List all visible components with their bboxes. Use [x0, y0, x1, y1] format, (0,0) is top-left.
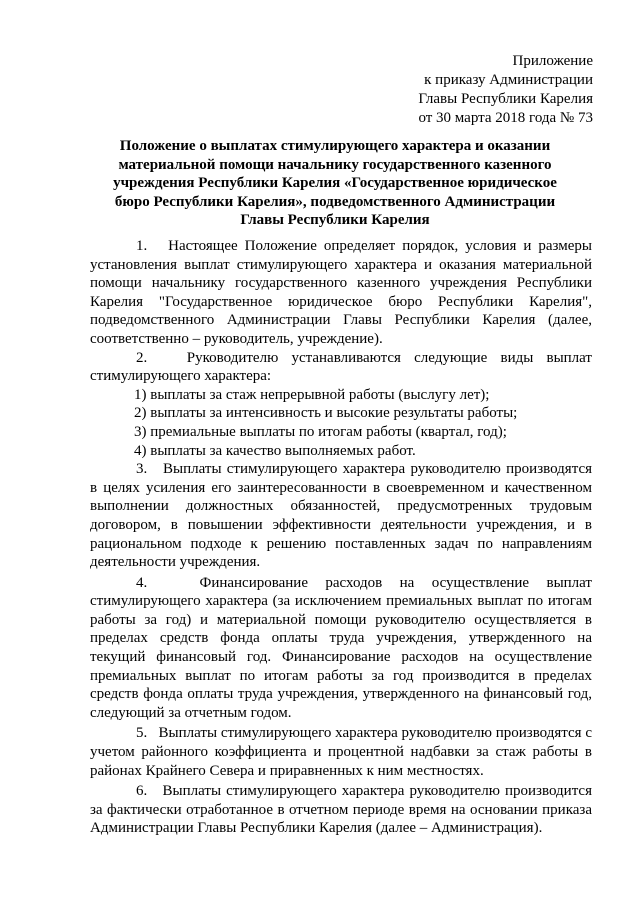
- list-item: 3) премиальные выплаты по итогам работы (квартал, год);: [134, 423, 507, 440]
- list-item: 1) выплаты за стаж непрерывной работы (выслугу лет);: [134, 386, 490, 403]
- document-body: [90, 237, 592, 838]
- list-item: 4) выплаты за качество выполняемых работ.: [134, 442, 416, 459]
- appendix-header: [418, 52, 593, 128]
- paragraph-4: 4. Финансирование расходов на осуществление выплат стимулирующего характера (за исключением премиальных выплат по итогам работы за год) и материальной помощи руководителю осуществляется в пределах средств фонда оплаты труда учреждения, утвержденного на текущий финансовый год. Финансирование расходов на осуществление премиальных выплат по итогам работы за год производится в пределах средств фонда оплаты труда учреждения, утвержденного на финансовый год, следующий за отчетным годом.: [90, 574, 592, 721]
- paragraph-1: 1. Настоящее Положение определяет порядок, условия и размеры установления выплат стимулирующего характера и оказания материальной помощи начальнику государственного казенного учреждения Республики Карелия "Государственное юридическое бюро Республики Карелия", подведомственного Администрации Главы Республики Карелия (далее, соответственно – руководитель, учреждение).: [90, 238, 592, 347]
- list-item: 2) выплаты за интенсивность и высокие результаты работы;: [134, 405, 518, 422]
- paragraph-5: 5. Выплаты стимулирующего характера руководителю производятся с учетом районного коэффициента и процентной надбавки за стаж работы в районах Крайнего Севера и приравненных к ним местностях.: [90, 725, 592, 779]
- paragraph-2: 2. Руководителю устанавливаются следующие виды выплат стимулирующего характера:: [90, 349, 592, 385]
- header-line-2: к приказу Администрации: [424, 72, 593, 88]
- paragraph-3: 3. Выплаты стимулирующего характера руководителю производятся в целях усиления его заинтересованности в своевременном и качественном выполнении должностных обязанностей, предусмотренных трудовым договором, в повышении эффективности деятельности учреждения, и в рациональном подходе к решению поставленных задач по направлениям деятельности учреждения.: [90, 461, 592, 571]
- header-line-3: Главы Республики Карелия: [418, 91, 593, 107]
- header-line-4: от 30 марта 2018 года № 73: [418, 110, 593, 126]
- document-title: Положение о выплатах стимулирующего характера и оказании материальной помощи начальнику государственного казенного учреждения Республики Карелия «Государственное юридическое бюро Республики Карелия», подведомственного Администрации Главы Республики Карелия: [113, 138, 557, 229]
- header-line-1: Приложение: [512, 53, 593, 69]
- paragraph-6: 6. Выплаты стимулирующего характера руководителю производится за фактически отработанное в отчетном периоде время на основании приказа Администрации Главы Республики Карелия (далее – Администрация).: [90, 783, 592, 837]
